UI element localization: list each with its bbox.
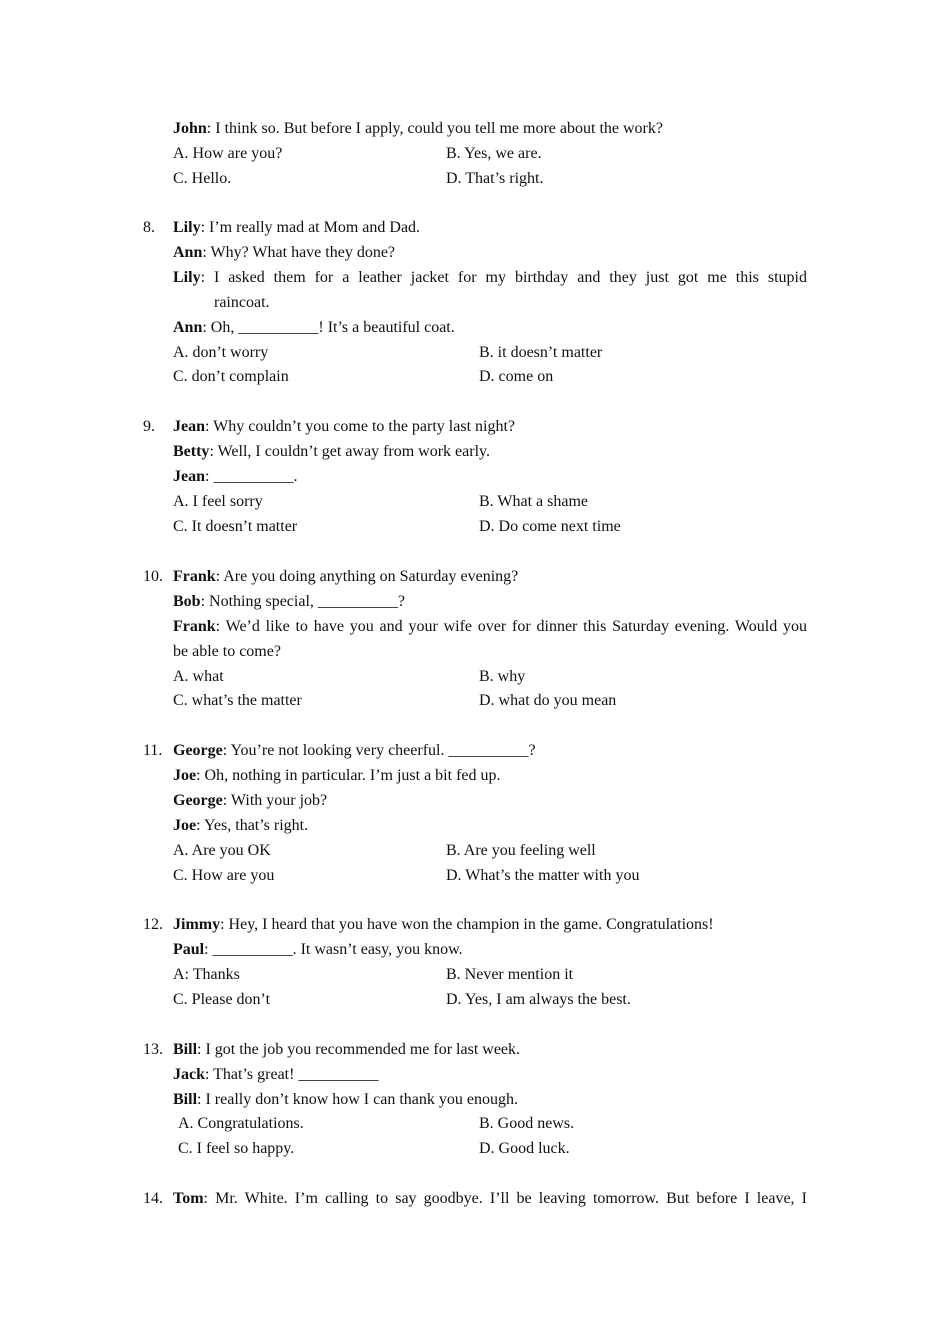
speaker: Frank	[173, 618, 216, 635]
option-d: D. Do come next time	[479, 518, 621, 535]
speaker: Bob	[173, 593, 201, 610]
dialogue-text: : Mr. White. I’m calling to say goodbye. I’ll be leaving tomorrow. But before I leave, I	[203, 1190, 807, 1207]
speaker: George	[173, 792, 223, 809]
dialogue-text: : Are you doing anything on Saturday evening?	[215, 568, 519, 585]
option-a: A: Thanks	[173, 966, 240, 983]
option-c: C. I feel so happy.	[178, 1140, 295, 1157]
dialogue-text: : I’m really mad at Mom and Dad.	[200, 219, 421, 236]
option-c: C. don’t complain	[173, 368, 289, 385]
speaker: George	[173, 742, 223, 759]
dialogue-line	[173, 240, 807, 265]
option-c: C. It doesn’t matter	[173, 518, 298, 535]
dialogue-line	[173, 215, 807, 240]
dialogue-text: : I think so. But before I apply, could you tell me more about the work?	[206, 120, 663, 137]
speaker: Joe	[173, 767, 197, 784]
speaker: Jean	[173, 468, 205, 485]
dialogue-text: : Why couldn’t you come to the party last night?	[205, 418, 516, 435]
option-d: D. come on	[479, 368, 554, 385]
dialogue-line	[173, 1062, 807, 1087]
speaker: John	[173, 120, 207, 137]
dialogue-text: : Oh, nothing in particular. I’m just a bit fed up.	[196, 767, 501, 784]
dialogue-text: : With your job?	[222, 792, 328, 809]
option-b: B. why	[479, 668, 526, 685]
dialogue-line-continuation: be able to come?	[173, 643, 281, 660]
dialogue-line	[173, 414, 807, 439]
dialogue-line	[173, 439, 807, 464]
option-b: B. Are you feeling well	[446, 842, 596, 859]
dialogue-text: : Yes, that’s right.	[196, 817, 309, 834]
dialogue-text: : You’re not looking very cheerful. __________?	[222, 742, 536, 759]
dialogue-text: : I asked them for a leather jacket for my birthday and they just got me this stupid	[200, 269, 807, 286]
dialogue-line	[173, 1186, 807, 1211]
option-d: D. Good luck.	[479, 1140, 570, 1157]
dialogue-line	[173, 315, 807, 340]
question-number: 10.	[143, 568, 163, 585]
dialogue-text: : Hey, I heard that you have won the champion in the game. Congratulations!	[220, 916, 714, 933]
option-b: B. What a shame	[479, 493, 589, 510]
speaker: Bill	[173, 1041, 198, 1058]
speaker: Jean	[173, 418, 205, 435]
option-a: A. How are you?	[173, 145, 283, 162]
speaker: Frank	[173, 568, 216, 585]
question-number: 13.	[143, 1041, 163, 1058]
dialogue-line	[173, 912, 807, 937]
dialogue-line	[173, 763, 807, 788]
option-b: B. Yes, we are.	[446, 145, 542, 162]
option-c: C. Hello.	[173, 170, 232, 187]
question-number: 12.	[143, 916, 163, 933]
speaker: Bill	[173, 1091, 198, 1108]
dialogue-line	[173, 265, 807, 290]
dialogue-line	[173, 813, 807, 838]
option-d: D. That’s right.	[446, 170, 544, 187]
speaker: Lily	[173, 219, 201, 236]
speaker: Joe	[173, 817, 197, 834]
speaker: Ann	[173, 319, 203, 336]
option-d: D. What’s the matter with you	[446, 867, 640, 884]
option-d: D. what do you mean	[479, 692, 617, 709]
option-a: A. Congratulations.	[178, 1115, 304, 1132]
speaker: Ann	[173, 244, 203, 261]
option-b: B. it doesn’t matter	[479, 344, 603, 361]
option-c: C. How are you	[173, 867, 275, 884]
speaker: Tom	[173, 1190, 204, 1207]
dialogue-text: : Well, I couldn’t get away from work early.	[209, 443, 490, 460]
option-a: A. what	[173, 668, 224, 685]
speaker: Jimmy	[173, 916, 221, 933]
dialogue-line	[173, 738, 807, 763]
option-a: A. Are you OK	[173, 842, 271, 859]
option-c: C. what’s the matter	[173, 692, 302, 709]
dialogue-text: : __________.	[205, 468, 298, 485]
dialogue-line-continuation: raincoat.	[214, 294, 270, 311]
speaker: Jack	[173, 1066, 205, 1083]
option-d: D. Yes, I am always the best.	[446, 991, 631, 1008]
question-number: 14.	[143, 1190, 163, 1207]
speaker: Paul	[173, 941, 205, 958]
dialogue-text: : I really don’t know how I can thank you enough.	[197, 1091, 518, 1108]
dialogue-line	[173, 464, 807, 489]
dialogue-line	[173, 937, 807, 962]
option-a: A. don’t worry	[173, 344, 269, 361]
option-c: C. Please don’t	[173, 991, 271, 1008]
question-number: 8.	[143, 219, 155, 236]
question-number: 9.	[143, 418, 155, 435]
dialogue-line	[173, 788, 807, 813]
dialogue-text: : Why? What have they done?	[202, 244, 396, 261]
dialogue-text: : I got the job you recommended me for last week.	[197, 1041, 521, 1058]
dialogue-line	[173, 564, 807, 589]
dialogue-line	[173, 1037, 807, 1062]
dialogue-text: : We’d like to have you and your wife over for dinner this Saturday evening. Would you	[215, 618, 807, 635]
option-b: B. Never mention it	[446, 966, 574, 983]
dialogue-text: : That’s great! __________	[205, 1066, 379, 1083]
dialogue-line	[173, 116, 807, 141]
speaker: Lily	[173, 269, 201, 286]
option-b: B. Good news.	[479, 1115, 575, 1132]
dialogue-text: : Oh, __________! It’s a beautiful coat.	[202, 319, 455, 336]
dialogue-text: : __________. It wasn’t easy, you know.	[204, 941, 463, 958]
dialogue-line	[173, 1087, 807, 1112]
option-a: A. I feel sorry	[173, 493, 263, 510]
question-number: 11.	[143, 742, 163, 759]
dialogue-text: : Nothing special, __________?	[200, 593, 405, 610]
dialogue-line	[173, 614, 807, 639]
speaker: Betty	[173, 443, 210, 460]
dialogue-line	[173, 589, 807, 614]
